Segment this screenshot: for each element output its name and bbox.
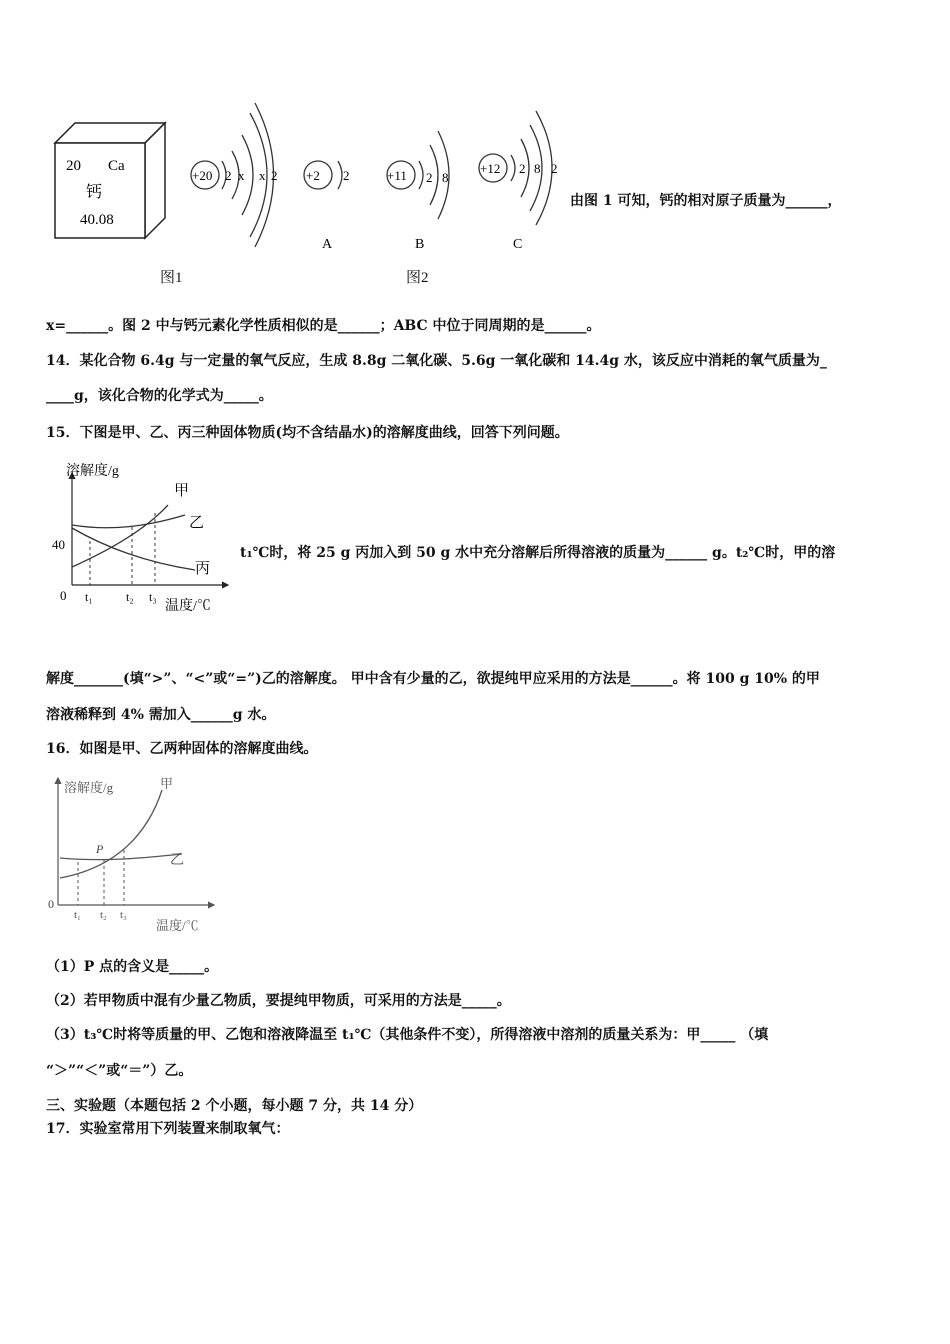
q15-origin: 0: [60, 588, 67, 603]
q15-xlabel: 温度/℃: [165, 599, 211, 614]
element-atomic-number: 20: [66, 158, 81, 174]
q14-line2: ____g，该化合物的化学式为_____。: [46, 388, 273, 404]
q16-xtick-t2: t₂: [100, 909, 107, 921]
ca-shell-1: 2: [225, 168, 232, 183]
q15-curve-yi: [72, 515, 185, 528]
q13-text-right: 由图 1 可知，钙的相对原子质量为______，: [570, 193, 842, 209]
ca-nucleus: +20: [192, 168, 213, 183]
figure-2-label: 图2: [406, 270, 429, 286]
c-label: C: [513, 237, 523, 252]
atom-diagrams-figure: [180, 95, 570, 260]
c-shell-2: 8: [534, 161, 541, 176]
element-name: 钙: [86, 184, 103, 201]
q16-part3b: “＞”“＜”或“＝”）乙。: [46, 1063, 193, 1079]
q16-xlabel: 温度/℃: [156, 918, 199, 933]
q16-xtick-t3: t₃: [120, 909, 127, 921]
q16-part3a: （3）t₃℃时将等质量的甲、乙饱和溶液降温至 t₁℃（其他条件不变），所得溶液中溶剂的质量关系为：甲_____ （填: [46, 1027, 769, 1043]
ca-shell-3: x: [259, 168, 266, 183]
c-shell-1: 2: [519, 161, 526, 176]
q15-series-bing: 丙: [195, 561, 211, 577]
q15-ylabel: 溶解度/g: [66, 464, 119, 479]
q15-xtick-t2: t₂: [126, 590, 134, 604]
q16-solubility-chart: [44, 770, 219, 940]
q16-ylabel: 溶解度/g: [64, 780, 114, 795]
q15-line2: 解度_______(填“>”、“<”或“=”)乙的溶解度。 甲中含有少量的乙，欲提纯甲应采用的方法是______。将 100 g 10% 的甲: [46, 671, 820, 687]
q16-series-yi: 乙: [170, 853, 184, 868]
q16-curve-jia: [60, 790, 162, 878]
element-mass: 40.08: [80, 212, 114, 228]
q13-text-line2: x=______。图 2 中与钙元素化学性质相似的是______；ABC 中位于同周期的是______。: [46, 318, 601, 334]
b-shell-1: 2: [426, 170, 433, 185]
q15-solubility-chart: [50, 455, 235, 620]
q15-xtick-t3: t₃: [149, 590, 157, 604]
q15-series-jia: 甲: [174, 483, 190, 499]
a-label: A: [322, 237, 333, 252]
q16-part2: （2）若甲物质中混有少量乙物质，要提纯甲物质，可采用的方法是_____。: [46, 993, 511, 1009]
section3-heading: 三、实验题（本题包括 2 个小题，每小题 7 分，共 14 分）: [46, 1098, 423, 1114]
q16-intro: 16．如图是甲、乙两种固体的溶解度曲线。: [46, 741, 318, 757]
q15-xtick-t1: t₁: [85, 590, 93, 604]
q16-part1: （1）P 点的含义是_____。: [46, 959, 219, 975]
q16-origin: 0: [48, 897, 54, 911]
q15-text-right: t₁℃时，将 25 g 丙加入到 50 g 水中充分溶解后所得溶液的质量为______ g。t₂℃时，甲的溶: [240, 545, 836, 561]
q14-line1: 14．某化合物 6.4g 与一定量的氧气反应，生成 8.8g 二氧化碳、5.6g 一氧化碳和 14.4g 水，该反应中消耗的氧气质量为_: [46, 353, 827, 369]
b-shell-2: 8: [442, 170, 449, 185]
q16-curve-yi: [60, 854, 182, 860]
b-label: B: [415, 237, 425, 252]
ca-shell-4: 2: [271, 168, 278, 183]
q15-intro: 15．下图是甲、乙、丙三种固体物质(均不含结晶水)的溶解度曲线，回答下列问题。: [46, 425, 569, 441]
q16-point-p: P: [96, 842, 104, 856]
ca-shell-2: x: [238, 168, 245, 183]
q16-series-jia: 甲: [160, 776, 174, 791]
q17-text: 17．实验室常用下列装置来制取氧气：: [46, 1121, 290, 1137]
figure-1-label: 图1: [160, 270, 183, 286]
element-tile-figure: [40, 118, 180, 248]
c-nucleus: +12: [480, 161, 501, 176]
q16-xtick-t1: t₁: [74, 909, 81, 921]
q15-series-yi: 乙: [189, 515, 205, 531]
q15-ytick-40: 40: [52, 537, 65, 552]
element-symbol: Ca: [108, 158, 125, 174]
q15-line3: 溶液稀释到 4% 需加入______g 水。: [46, 707, 276, 723]
b-nucleus: +11: [387, 168, 407, 183]
c-shell-3: 2: [551, 161, 558, 176]
a-nucleus: +2: [306, 168, 320, 183]
a-shell-1: 2: [343, 168, 350, 183]
